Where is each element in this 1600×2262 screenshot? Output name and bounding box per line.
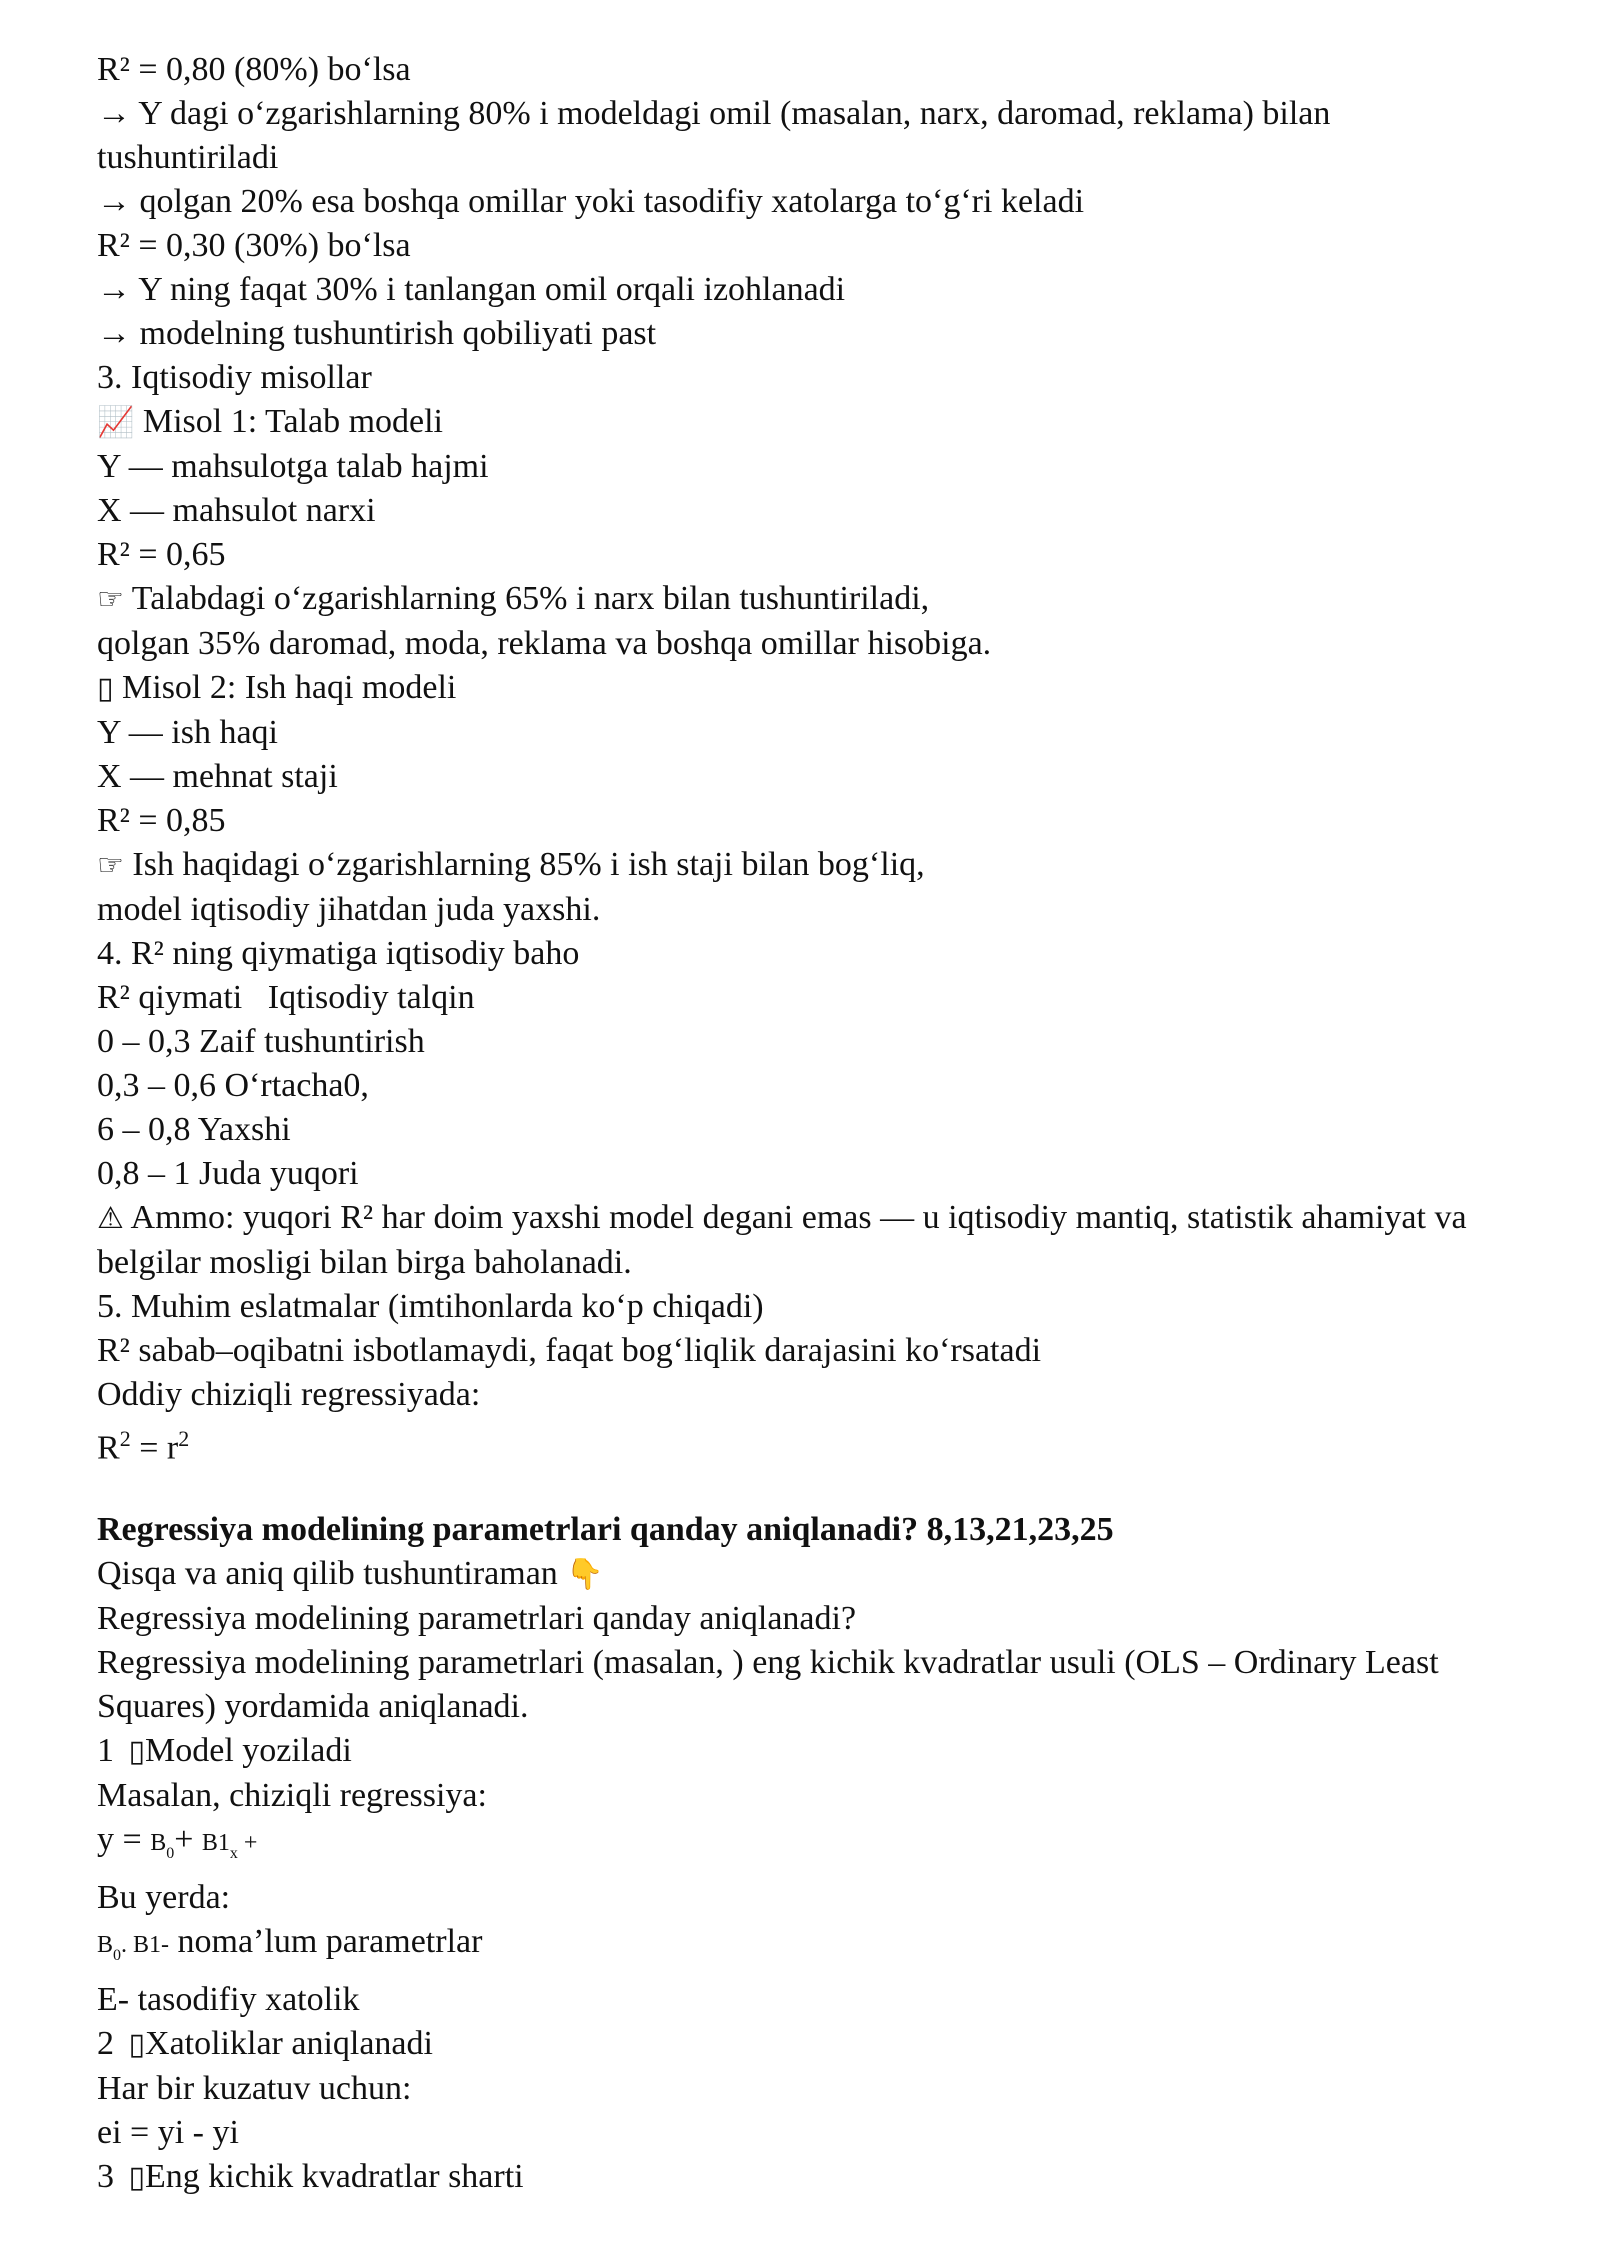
document-content <box>97 48 1517 2200</box>
warning-icon: ⚠ <box>97 1201 124 1236</box>
example-title <box>97 400 1517 445</box>
param-b0: B <box>97 1932 114 1959</box>
formula-lhs: R <box>97 1429 120 1467</box>
table-row-line: 0 – 0,3 Zaif tushuntirish <box>97 1023 425 1060</box>
param-text: noma’lum parametrlar <box>169 1923 483 1961</box>
pointing-hand-icon: ☞ <box>97 848 124 883</box>
section-heading: 5. Muhim eslatmalar (imtihonlarda ko‘p chiqadi) <box>97 1288 764 1325</box>
text-line: model iqtisodiy jihatdan juda yaxshi. <box>97 891 601 928</box>
formula-r-squared <box>97 1417 1517 1470</box>
text-line: R² sabab–oqibatni isbotlamaydi, faqat bog‘liqlik darajasini ko‘rsatadi <box>97 1332 1042 1369</box>
eq-y: y = <box>97 1821 151 1859</box>
text-line: Masalan, chiziqli regressiya: <box>97 1777 487 1815</box>
section-heading: 4. R² ning qiymatiga iqtisodiy baho <box>97 935 580 972</box>
text-line: E- tasodifiy xatolik <box>97 1980 360 2018</box>
missing-glyph-icon: ▯ <box>97 671 114 706</box>
section-heading: 3. Iqtisodiy misollar <box>97 359 372 396</box>
text-line: X — mehnat staji <box>97 758 338 795</box>
eq-x-subscript: x <box>229 1845 238 1863</box>
text-line: X — mahsulot narxi <box>97 492 376 529</box>
text-line: R² = 0,80 (80%) bo‘lsa <box>97 51 411 88</box>
eq-plus-error: + <box>237 1830 258 1857</box>
param-b1: . B1- <box>121 1932 170 1959</box>
text-line: R² = 0,85 <box>97 802 226 839</box>
step-line <box>97 2022 1517 2067</box>
missing-glyph-icon: ▯ <box>128 2026 146 2062</box>
example-title-text: Misol 1: Talab modeli <box>142 403 443 440</box>
warning-paragraph <box>97 1196 1517 1285</box>
step-number: 2 <box>97 2024 114 2062</box>
pointing-down-icon: 👇 <box>566 1557 604 1593</box>
formula-lhs-exponent: 2 <box>119 1426 131 1451</box>
text-line: qolgan 35% daromad, moda, reklama va boshqa omillar hisobiga. <box>97 625 992 662</box>
text-line: Regressiya modelining parametrlari qanday aniqlanadi? <box>97 1600 857 1638</box>
intro-line <box>97 1552 1517 1597</box>
step-line <box>97 2155 1517 2200</box>
table-row-line: 0,8 – 1 Juda yuqori <box>97 1155 359 1192</box>
example-note-text: Ish haqidagi o‘zgarishlarning 85% i ish staji bilan bog‘liq, <box>132 846 925 883</box>
example-title <box>97 666 1517 711</box>
eq-b0-subscript: 0 <box>166 1845 175 1863</box>
eq-b0: B <box>150 1830 167 1857</box>
step-title: Xatoliklar aniqlanadi <box>145 2024 433 2062</box>
step-title: Eng kichik kvadratlar sharti <box>145 2157 524 2195</box>
table-row-line: 6 – 0,8 Yaxshi <box>97 1111 291 1148</box>
example-note-text: Talabdagi o‘zgarishlarning 65% i narx bilan tushuntiriladi, <box>131 580 930 617</box>
intro-text: Qisqa va aniq qilib tushuntiraman <box>97 1555 558 1593</box>
table-row-line: 0,3 – 0,6 O‘rtacha0, <box>97 1067 369 1104</box>
text-line: → modelning tushuntirish qobiliyati past <box>97 315 657 352</box>
warning-text: Ammo: yuqori R² har doim yaxshi model degani emas — u iqtisodiy mantiq, statistik ahamiyat va belgilar mosligi bilan birga baholanadi. <box>97 1199 1467 1281</box>
param-b0-subscript: 0 <box>113 1946 122 1964</box>
step-number: 1 <box>97 1732 114 1770</box>
regression-equation <box>97 1818 1517 1876</box>
pointing-hand-icon: ☞ <box>97 582 124 617</box>
text-line: Y — mahsulotga talab hajmi <box>97 448 489 485</box>
text-line: Oddiy chiziqli regressiyada: <box>97 1376 481 1413</box>
error-equation: ei = yi - yi <box>97 2113 239 2151</box>
parameters-line <box>97 1920 1517 1978</box>
table-header-line: R² qiymati Iqtisodiy talqin <box>97 979 475 1016</box>
text-line: Bu yerda: <box>97 1879 231 1917</box>
missing-glyph-icon: ▯ <box>128 2159 146 2195</box>
chart-increasing-icon: 📈 <box>97 405 135 440</box>
text-line: Y — ish haqi <box>97 714 279 751</box>
eq-plus: + <box>174 1821 202 1859</box>
example-note <box>97 843 1517 888</box>
text-line: R² = 0,65 <box>97 536 226 573</box>
example-title-text: Misol 2: Ish haqi modeli <box>122 669 457 706</box>
example-note <box>97 577 1517 622</box>
formula-rhs: = r <box>130 1429 179 1467</box>
formula-rhs-exponent: 2 <box>178 1426 190 1451</box>
step-number: 3 <box>97 2157 114 2195</box>
text-line: Har bir kuzatuv uchun: <box>97 2069 412 2107</box>
step-line <box>97 1729 1517 1774</box>
text-line: Regressiya modelining parametrlari (masalan, ) eng kichik kvadratlar usuli (OLS – Ordinary Least Squares) yordamida aniqlanadi. <box>97 1644 1439 1726</box>
step-title: Model yoziladi <box>145 1732 352 1770</box>
text-line: → qolgan 20% esa boshqa omillar yoki tasodifiy xatolarga to‘g‘ri keladi <box>97 183 1085 220</box>
text-line: → Y ning faqat 30% i tanlangan omil orqali izohlanadi <box>97 271 846 308</box>
text-line: → Y dagi o‘zgarishlarning 80% i modeldagi omil (masalan, narx, daromad, reklama) bilan tushuntiriladi <box>97 95 1331 176</box>
section-title: Regressiya modelining parametrlari qanday aniqlanadi? 8,13,21,23,25 <box>97 1511 1114 1549</box>
missing-glyph-icon: ▯ <box>128 1734 146 1770</box>
text-line: R² = 0,30 (30%) bo‘lsa <box>97 227 411 264</box>
eq-b1: B1 <box>201 1830 230 1857</box>
